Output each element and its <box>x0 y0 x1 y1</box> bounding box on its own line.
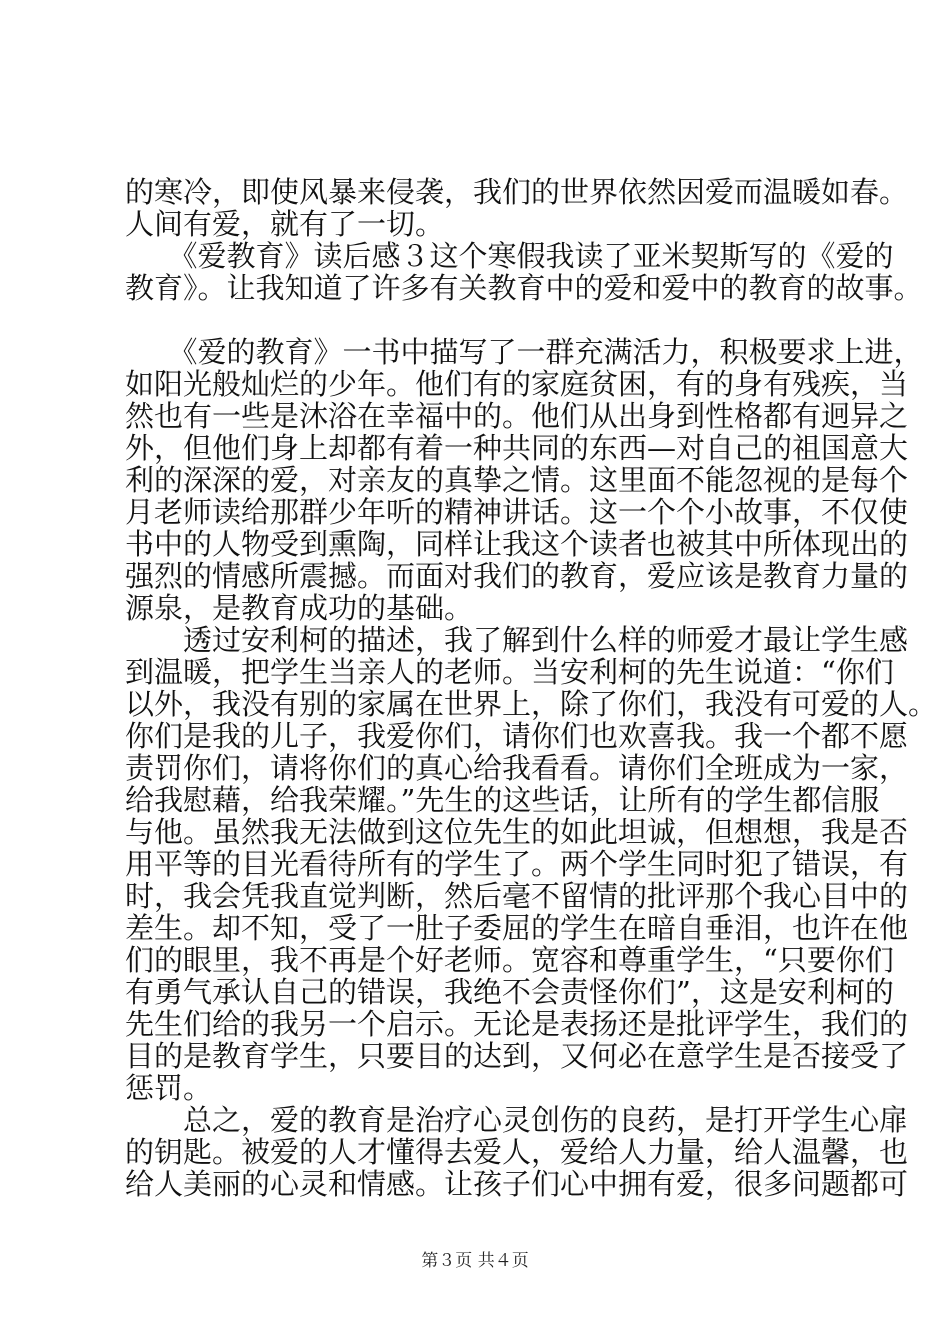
text-line: 目的是教育学生，只要目的达到，又何必在意学生是否接受了 <box>125 1039 909 1073</box>
text-line: 源泉，是教育成功的基础。 <box>125 591 474 625</box>
text-line: 有勇气承认自己的错误，我绝不会责怪你们”，这是安利柯的 <box>125 975 894 1009</box>
text-line: 先生们给的我另一个启示。无论是表扬还是批评学生，我们的 <box>125 1007 909 1041</box>
text-line: 的钥匙。被爱的人才懂得去爱人，爱给人力量，给人温馨，也 <box>125 1135 909 1169</box>
text-line: 惩罚。 <box>125 1071 213 1105</box>
text-line: 给人美丽的心灵和情感。让孩子们心中拥有爱，很多问题都可 <box>125 1167 909 1201</box>
text-line: 外，但他们身上却都有着一种共同的东西—对自己的祖国意大 <box>125 431 909 465</box>
text-line: 总之，爱的教育是治疗心灵创伤的良药，是打开学生心扉 <box>125 1103 909 1137</box>
page-number-footer: 第３页 共４页 <box>421 1251 529 1271</box>
text-line: 以外，我没有别的家属在世界上，除了你们，我没有可爱的人。 <box>125 687 938 721</box>
text-line: 利的深深的爱，对亲友的真挚之情。这里面不能忽视的是每个 <box>125 463 909 497</box>
text-line: 如阳光般灿烂的少年。他们有的家庭贫困，有的身有残疾，当 <box>125 367 909 401</box>
text-line: 教育》。让我知道了许多有关教育中的爱和爱中的教育的故事。 <box>125 271 923 305</box>
text-line: 与他。虽然我无法做到这位先生的如此坦诚，但想想，我是否 <box>125 815 909 849</box>
text-line: 时，我会凭我直觉判断，然后毫不留情的批评那个我心目中的 <box>125 879 909 913</box>
text-line: 《爱的教育》一书中描写了一群充满活力，积极要求上进， <box>125 335 923 369</box>
text-line: 们的眼里，我不再是个好老师。宽容和尊重学生，“只要你们 <box>125 943 894 977</box>
text-line: 到温暖，把学生当亲人的老师。当安利柯的先生说道：“你们 <box>125 655 894 689</box>
text-line: 给我慰藉，给我荣耀。”先生的这些话，让所有的学生都信服 <box>125 783 880 817</box>
text-line: 强烈的情感所震撼。而面对我们的教育，爱应该是教育力量的 <box>125 559 909 593</box>
text-line: 人间有爱，就有了一切。 <box>125 207 445 241</box>
text-line: 《爱教育》读后感３这个寒假我读了亚米契斯写的《爱的 <box>125 239 894 273</box>
text-line: 书中的人物受到熏陶，同样让我这个读者也被其中所体现出的 <box>125 527 909 561</box>
text-line: 差生。却不知，受了一肚子委屈的学生在暗自垂泪，也许在他 <box>125 911 909 945</box>
text-line: 然也有一些是沐浴在幸福中的。他们从出身到性格都有迥异之 <box>125 399 909 433</box>
text-line: 透过安利柯的描述，我了解到什么样的师爱才最让学生感 <box>125 623 909 657</box>
text-line: 月老师读给那群少年听的精神讲话。这一个个小故事，不仅使 <box>125 495 909 529</box>
text-line: 用平等的目光看待所有的学生了。两个学生同时犯了错误，有 <box>125 847 909 881</box>
text-line: 责罚你们，请将你们的真心给我看看。请你们全班成为一家， <box>125 751 909 785</box>
text-line: 的寒冷，即使风暴来侵袭，我们的世界依然因爱而温暖如春。 <box>125 175 909 209</box>
text-line: 你们是我的儿子，我爱你们，请你们也欢喜我。我一个都不愿 <box>125 719 909 753</box>
